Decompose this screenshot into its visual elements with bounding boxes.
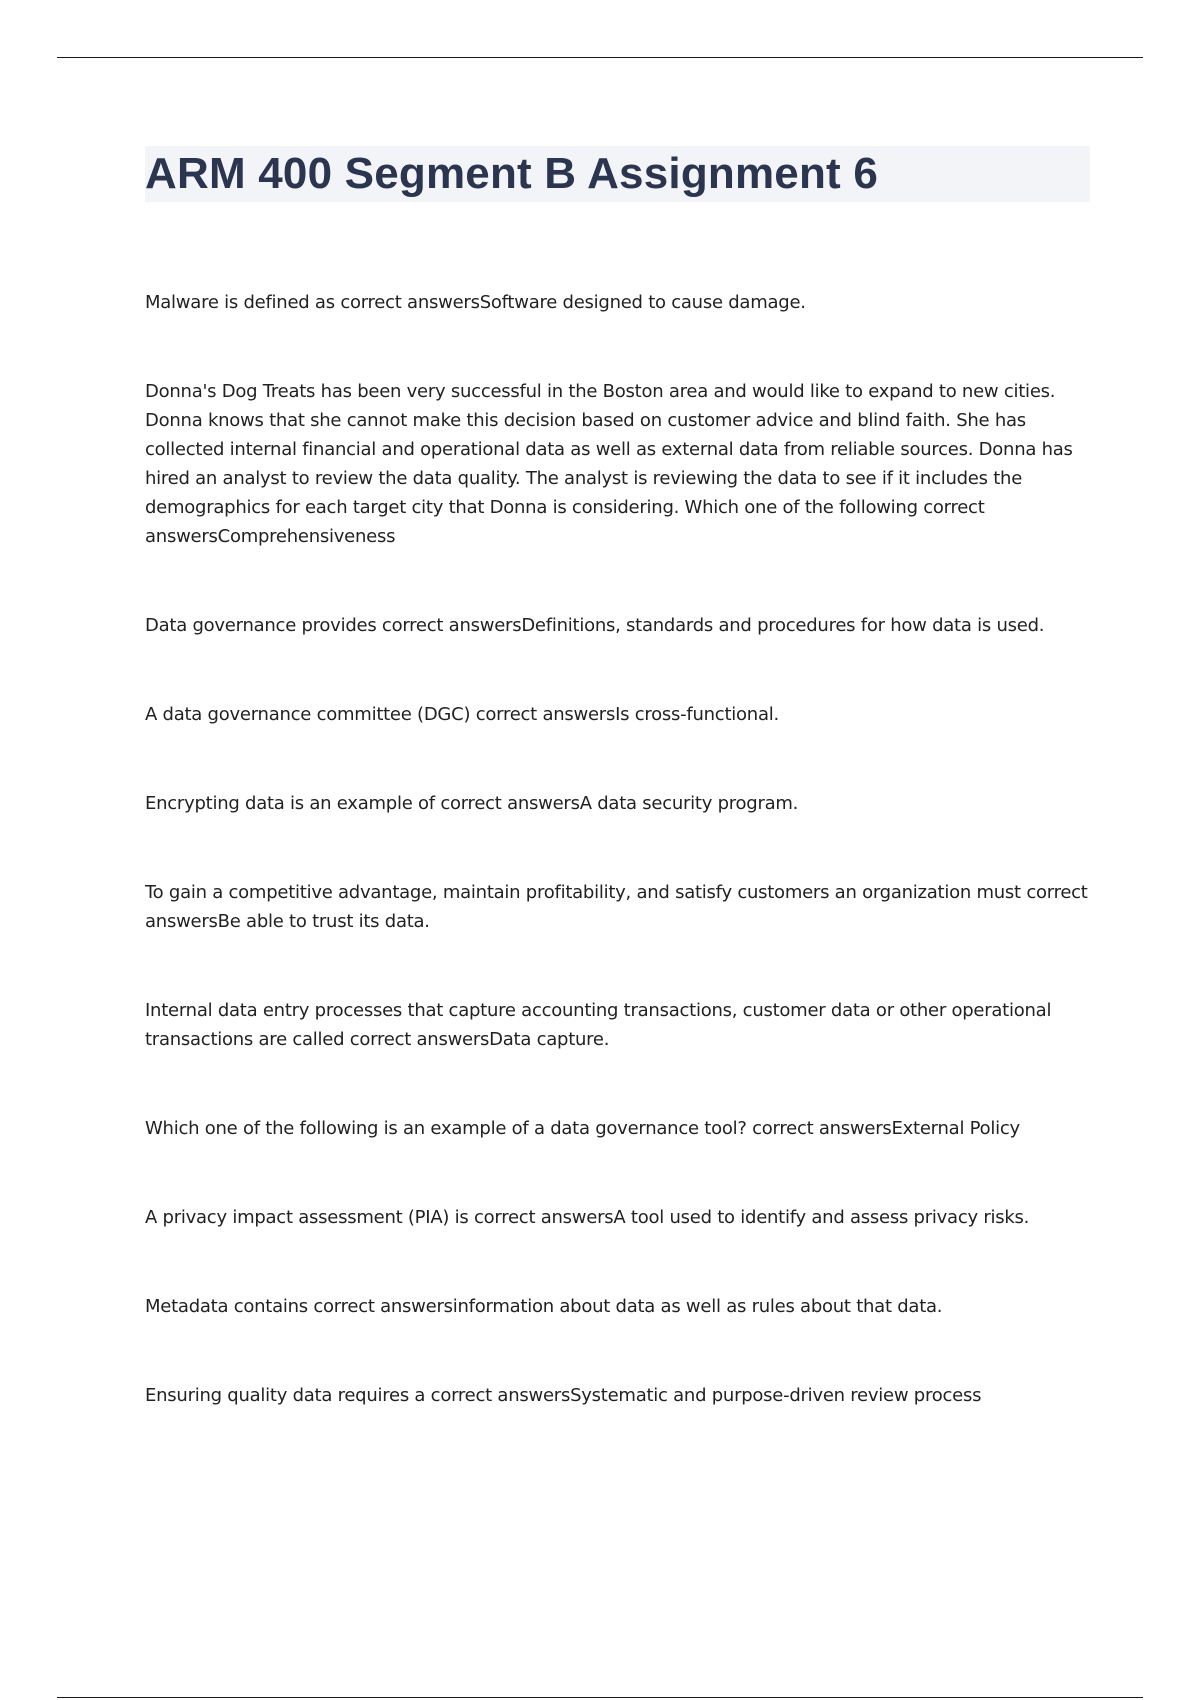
qa-item: Donna's Dog Treats has been very successful in the Boston area and would like to expand to new cities. Donna knows that she cannot make this decision based on customer advice and blind faith. She has collected internal financial and operational data as well as external data from reliable sources. Donna has hired an analyst to review the data quality. The analyst is reviewing the data to see if it includes the demographics for each target city that Donna is considering. Which one of the following correct answersComprehensiveness (145, 381, 1073, 547)
qa-item: Malware is defined as correct answersSoftware designed to cause damage. (145, 292, 806, 313)
qa-item: Encrypting data is an example of correct answersA data security program. (145, 793, 799, 814)
qa-item: Internal data entry processes that capture accounting transactions, customer data or other operational transactions are called correct answersData capture. (145, 1000, 1052, 1050)
qa-item: To gain a competitive advantage, maintain profitability, and satisfy customers an organization must correct answersBe able to trust its data. (145, 882, 1088, 932)
qa-item: Ensuring quality data requires a correct answersSystematic and purpose-driven review process (145, 1385, 982, 1406)
qa-item: A data governance committee (DGC) correct answersIs cross-functional. (145, 704, 779, 725)
title-band (145, 146, 1090, 202)
document-title: ARM 400 Segment B Assignment 6 (145, 149, 878, 198)
qa-item: Which one of the following is an example of a data governance tool? correct answersExternal Policy (145, 1118, 1020, 1139)
document-body (145, 146, 1090, 1470)
qa-item: A privacy impact assessment (PIA) is correct answersA tool used to identify and assess privacy risks. (145, 1207, 1030, 1228)
qa-list (145, 288, 1090, 1410)
qa-item: Metadata contains correct answersinformation about data as well as rules about that data. (145, 1296, 943, 1317)
qa-item: Data governance provides correct answersDefinitions, standards and procedures for how data is used. (145, 615, 1045, 636)
bottom-divider (57, 1697, 1143, 1698)
top-divider (57, 57, 1143, 58)
